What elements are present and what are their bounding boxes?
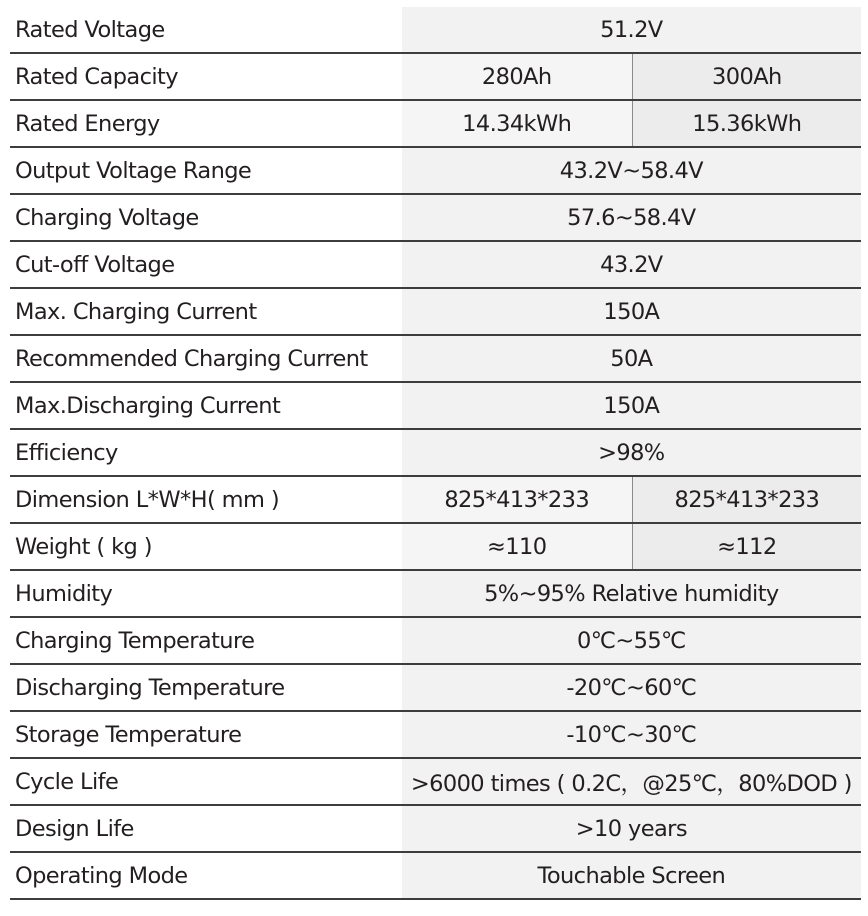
- spec-label: Dimension L*W*H( mm ): [15, 486, 280, 513]
- spec-row: [10, 759, 861, 806]
- spec-value: 0℃~55℃: [402, 618, 861, 663]
- spec-value: -20℃~60℃: [402, 665, 861, 710]
- spec-row: [10, 806, 861, 853]
- spec-value-group: [402, 195, 861, 240]
- spec-value-group: [402, 430, 861, 475]
- spec-label: Efficiency: [15, 439, 118, 466]
- spec-row: [10, 524, 861, 571]
- spec-value-group: [402, 571, 861, 616]
- spec-value: Touchable Screen: [402, 853, 861, 898]
- spec-value-group: [402, 712, 861, 757]
- spec-value: 43.2V~58.4V: [402, 148, 861, 193]
- spec-label: Weight ( kg ): [15, 533, 152, 560]
- spec-row: [10, 383, 861, 430]
- spec-label: Storage Temperature: [15, 721, 242, 748]
- spec-value-group: [402, 7, 861, 52]
- spec-value-300ah: 825*413*233: [633, 477, 861, 522]
- spec-label: Rated Capacity: [15, 63, 178, 90]
- spec-value: 50A: [402, 336, 861, 381]
- spec-value: >10 years: [402, 806, 861, 851]
- spec-value-300ah: 15.36kWh: [633, 101, 861, 146]
- spec-value: 150A: [402, 383, 861, 428]
- spec-value-group: [402, 853, 861, 898]
- spec-value-group: [402, 524, 861, 569]
- spec-label: Charging Temperature: [15, 627, 255, 654]
- spec-row: [10, 195, 861, 242]
- spec-value-group: [402, 242, 861, 287]
- spec-value-group: [402, 477, 861, 522]
- spec-value: >98%: [402, 430, 861, 475]
- spec-value: >6000 times ( 0.2C，@25℃，80%DOD ): [402, 759, 861, 804]
- spec-row: [10, 289, 861, 336]
- spec-value-group: [402, 618, 861, 663]
- spec-row: [10, 571, 861, 618]
- spec-row: [10, 665, 861, 712]
- spec-value-group: [402, 383, 861, 428]
- spec-label: Cycle Life: [15, 768, 119, 795]
- spec-value-group: [402, 148, 861, 193]
- spec-row: [10, 7, 861, 54]
- spec-value: 150A: [402, 289, 861, 334]
- spec-row: [10, 618, 861, 665]
- spec-row: [10, 336, 861, 383]
- spec-row: [10, 54, 861, 101]
- spec-label: Rated Energy: [15, 110, 160, 137]
- spec-value-group: [402, 336, 861, 381]
- spec-value-group: [402, 759, 861, 804]
- spec-value-group: [402, 289, 861, 334]
- spec-value-300ah: ≈112: [633, 524, 861, 569]
- spec-value-280ah: 825*413*233: [402, 477, 633, 522]
- spec-value: 43.2V: [402, 242, 861, 287]
- spec-value: 51.2V: [402, 7, 861, 52]
- spec-label: Discharging Temperature: [15, 674, 285, 701]
- spec-row: [10, 477, 861, 524]
- spec-row: [10, 242, 861, 289]
- spec-value-280ah: 280Ah: [402, 54, 633, 99]
- spec-value-280ah: ≈110: [402, 524, 633, 569]
- spec-value-300ah: 300Ah: [633, 54, 861, 99]
- spec-label: Rated Voltage: [15, 16, 165, 43]
- spec-row: [10, 712, 861, 759]
- spec-label: Humidity: [15, 580, 113, 607]
- spec-value-280ah: 14.34kWh: [402, 101, 633, 146]
- spec-label: Max.Discharging Current: [15, 392, 281, 419]
- spec-label: Design Life: [15, 815, 134, 842]
- spec-value: 5%~95% Relative humidity: [402, 571, 861, 616]
- spec-label: Max. Charging Current: [15, 298, 257, 325]
- spec-value-group: [402, 101, 861, 146]
- spec-row: [10, 430, 861, 477]
- spec-value: -10℃~30℃: [402, 712, 861, 757]
- spec-label: Recommended Charging Current: [15, 345, 368, 372]
- spec-label: Cut-off Voltage: [15, 251, 175, 278]
- spec-label: Output Voltage Range: [15, 157, 252, 184]
- spec-label: Operating Mode: [15, 862, 188, 889]
- spec-label: Charging Voltage: [15, 204, 199, 231]
- spec-value-group: [402, 54, 861, 99]
- spec-row: [10, 148, 861, 195]
- spec-value-group: [402, 806, 861, 851]
- spec-row: [10, 101, 861, 148]
- spec-row: [10, 853, 861, 900]
- spec-table: [10, 7, 861, 900]
- spec-value-group: [402, 665, 861, 710]
- spec-value: 57.6~58.4V: [402, 195, 861, 240]
